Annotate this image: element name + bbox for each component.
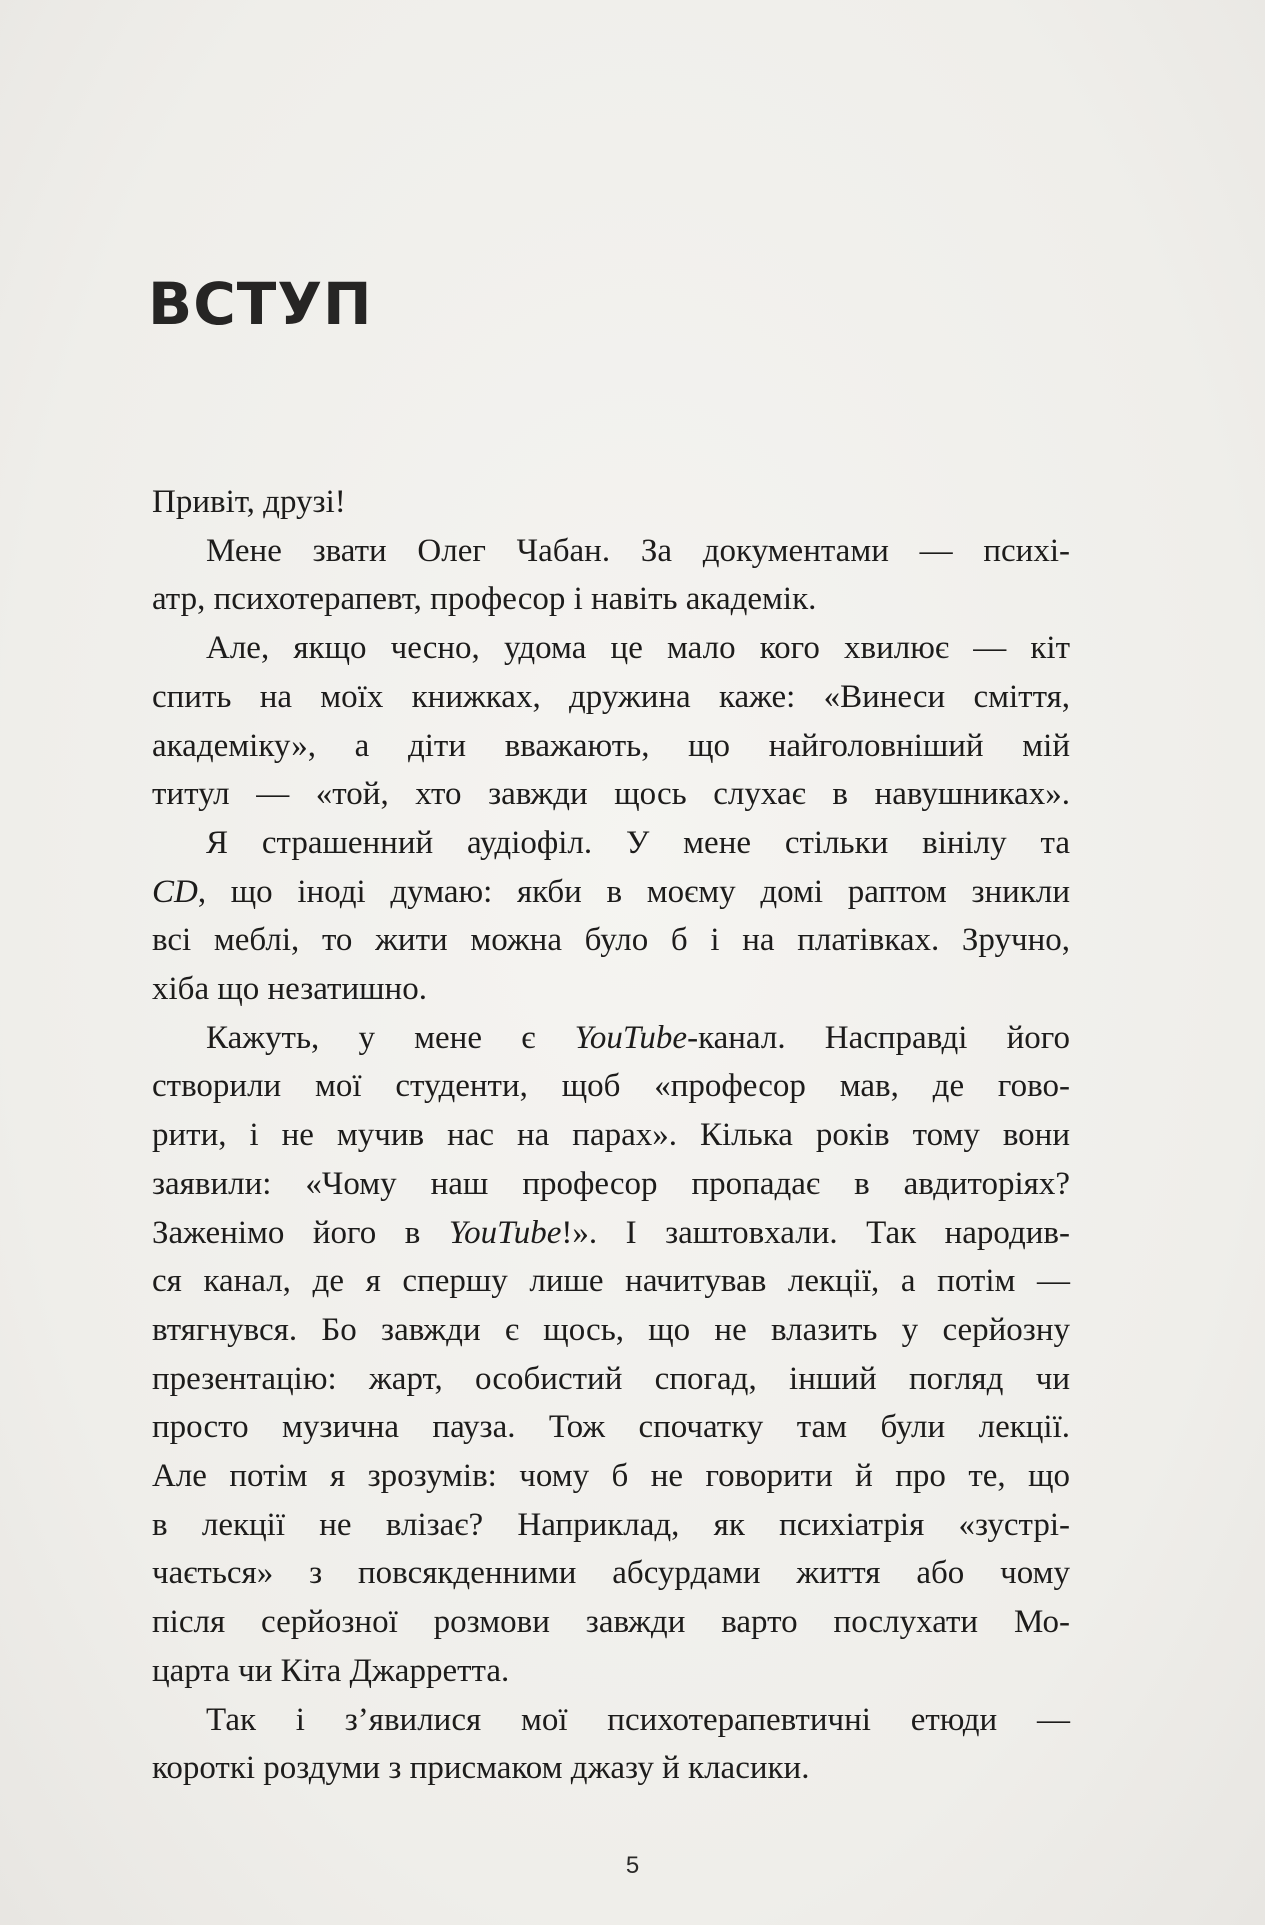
chapter-body [152,478,1070,1793]
chapter-title: ВСТУП [148,270,373,338]
text-line: Мене звати Олег Чабан. За документами — психі- [206,532,1070,569]
text-line: просто музична пауза. Тож спочатку там були лекції. [152,1409,1070,1446]
text-fragment: !». І заштовхали. Так народив- [561,1214,1070,1251]
text-line: в лекції не влізає? Наприклад, як психіатрія «зустрі- [152,1506,1070,1543]
italic-term: YouTube [448,1214,562,1251]
text-line [152,1014,1070,1063]
text-fragment: Кажуть, у мене є [206,1019,575,1056]
text-line [152,868,1070,917]
text-line: Я страшенний аудіофіл. У мене стільки вінілу та [206,824,1070,861]
text-line: ся канал, де я спершу лише начитував лекції, а потім — [152,1263,1070,1300]
text-line: рити, і не мучив нас на парах». Кілька років тому вони [152,1117,1070,1154]
text-line: Але, якщо чесно, удома це мало кого хвилює — кіт [206,630,1070,667]
paragraph-home [152,624,1070,819]
text-line: Привіт, друзі! [152,484,346,520]
text-line: титул — «той, хто завжди щось слухає в навушниках». [152,776,1070,813]
paragraph-etudes [152,1696,1070,1793]
text-line: презентацію: жарт, особистий спогад, інший погляд чи [152,1360,1070,1397]
greeting-paragraph [152,478,1070,527]
text-fragment: Заженімо його в [152,1214,449,1251]
paragraph-audiophile [152,819,1070,1014]
page-number: 5 [625,1852,640,1879]
text-line: всі меблі, то жити можна було б і на платівках. Зручно, [152,922,1070,959]
text-line: короткі роздуми з присмаком джазу й класики. [152,1750,810,1787]
text-line: спить на моїх книжках, дружина каже: «Винеси сміття, [152,678,1070,715]
text-line: втягнувся. Бо завжди є щось, що не влазить у серйозну [152,1311,1070,1348]
text-line: створили мої студенти, щоб «професор мав, де гово- [152,1068,1070,1105]
text-fragment: , що іноді думаю: якби в моєму домі раптом зникли [197,873,1070,910]
text-line: заявили: «Чому наш професор пропадає в авдиторіях? [152,1165,1070,1202]
paragraph-intro [152,527,1070,624]
text-line: атр, психотерапевт, професор і навіть академік. [152,581,817,618]
text-line: хіба що незатишно. [152,971,427,1008]
text-line: чається» з повсякденними абсурдами життя або чому [152,1555,1070,1592]
italic-term: CD [152,873,198,910]
text-fragment: -канал. Насправді його [687,1019,1070,1056]
text-line: царта чи Кіта Джарретта. [152,1652,510,1689]
italic-term: YouTube [574,1019,688,1056]
text-line: академіку», а діти вважають, що найголовніший мій [152,727,1070,764]
text-line: Так і з’явилися мої психотерапевтичні етюди — [206,1701,1070,1738]
text-line [152,1209,1070,1258]
paragraph-youtube [152,1014,1070,1696]
text-line: після серйозної розмови завжди варто послухати Мо- [152,1604,1070,1641]
text-line: Але потім я зрозумів: чому б не говорити й про те, що [152,1458,1070,1495]
